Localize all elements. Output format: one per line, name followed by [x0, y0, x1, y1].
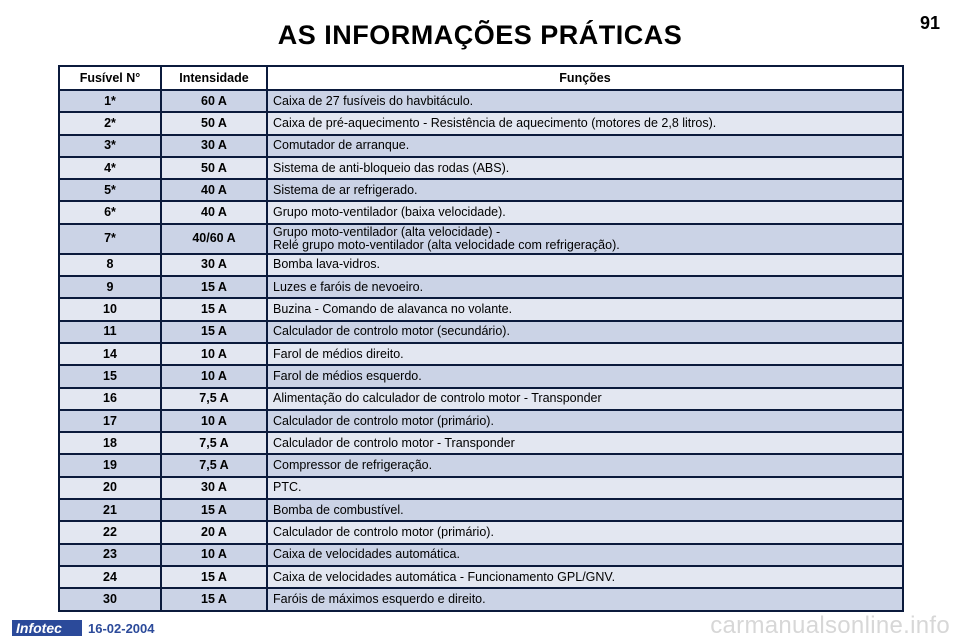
function-text: Bomba lava-vidros.: [273, 257, 380, 272]
watermark: carmanualsonline.info: [710, 612, 950, 639]
function-text: Grupo moto-ventilador (alta velocidade) -: [273, 224, 501, 239]
function-cell: [267, 566, 903, 588]
function-cell: [267, 201, 903, 223]
function-cell: [267, 410, 903, 432]
fuse-number-cell: 9: [59, 276, 161, 298]
intensity-cell: 15 A: [161, 566, 267, 588]
function-cell: [267, 90, 903, 112]
intensity-cell: 15 A: [161, 276, 267, 298]
intensity-cell: 40 A: [161, 179, 267, 201]
function-cell: [267, 179, 903, 201]
fuse-number-cell: 24: [59, 566, 161, 588]
fuse-number-cell: 11: [59, 321, 161, 343]
function-cell: [267, 365, 903, 387]
table-row: [59, 566, 903, 588]
table-row: [59, 432, 903, 454]
fuse-number-cell: 1*: [59, 90, 161, 112]
fuse-number-cell: 14: [59, 343, 161, 365]
column-header-fuse-number: Fusível N°: [59, 66, 161, 90]
page-title: AS INFORMAÇÕES PRÁTICAS: [277, 20, 683, 50]
intensity-cell: 7,5 A: [161, 454, 267, 476]
table-row: [59, 588, 903, 610]
fuse-number-cell: 18: [59, 432, 161, 454]
function-text: Caixa de velocidades automática - Funcionamento GPL/GNV.: [273, 569, 616, 584]
table-row: [59, 157, 903, 179]
fuse-number-cell: 8: [59, 254, 161, 276]
function-text: Alimentação do calculador de controlo motor - Transponder: [273, 391, 602, 406]
fuse-number-cell: 4*: [59, 157, 161, 179]
table-row: [59, 90, 903, 112]
intensity-cell: 15 A: [161, 588, 267, 610]
function-text: Caixa de velocidades automática.: [273, 547, 460, 562]
table-row: [59, 521, 903, 543]
column-header-intensity: Intensidade: [161, 66, 267, 90]
function-text: Farol de médios direito.: [273, 346, 404, 361]
function-cell: [267, 112, 903, 134]
function-cell: [267, 432, 903, 454]
function-text: Calculador de controlo motor (primário).: [273, 413, 494, 428]
function-text: Bomba de combustível.: [273, 502, 404, 517]
intensity-cell: 30 A: [161, 254, 267, 276]
intensity-cell: 10 A: [161, 365, 267, 387]
table-row: [59, 179, 903, 201]
function-cell: [267, 521, 903, 543]
function-text: Sistema de anti-bloqueio das rodas (ABS).: [273, 160, 510, 175]
function-cell: [267, 499, 903, 521]
function-text: Comutador de arranque.: [273, 138, 410, 153]
table-row: [59, 254, 903, 276]
intensity-cell: 40 A: [161, 201, 267, 223]
function-text: PTC.: [273, 480, 302, 495]
intensity-cell: 10 A: [161, 343, 267, 365]
function-text: Farol de médios esquerdo.: [273, 368, 422, 383]
fuse-number-cell: 30: [59, 588, 161, 610]
function-text: Grupo moto-ventilador (baixa velocidade).: [273, 205, 506, 220]
fuse-number-cell: 16: [59, 388, 161, 410]
footer: [12, 619, 155, 637]
intensity-cell: 10 A: [161, 410, 267, 432]
function-cell: [267, 477, 903, 499]
function-cell: [267, 588, 903, 610]
fuse-number-cell: 17: [59, 410, 161, 432]
function-text: Calculador de controlo motor (secundário).: [273, 324, 510, 339]
fuse-number-cell: 20: [59, 477, 161, 499]
table-row: [59, 298, 903, 320]
fuse-number-cell: 15: [59, 365, 161, 387]
table-row: [59, 201, 903, 223]
fuse-number-cell: 19: [59, 454, 161, 476]
function-text: Compressor de refrigeração.: [273, 458, 433, 473]
intensity-cell: 10 A: [161, 544, 267, 566]
intensity-cell: 30 A: [161, 477, 267, 499]
intensity-cell: 30 A: [161, 135, 267, 157]
intensity-cell: 15 A: [161, 298, 267, 320]
function-text: Faróis de máximos esquerdo e direito.: [273, 591, 486, 606]
intensity-cell: 15 A: [161, 321, 267, 343]
intensity-cell: 60 A: [161, 90, 267, 112]
table-row: [59, 135, 903, 157]
table-row: [59, 365, 903, 387]
function-text: Caixa de pré-aquecimento - Resistência de aquecimento (motores de 2,8 litros).: [273, 115, 717, 130]
table-header-row: [59, 66, 903, 90]
table-row: [59, 410, 903, 432]
function-cell: [267, 276, 903, 298]
intensity-cell: 7,5 A: [161, 432, 267, 454]
function-cell: [267, 135, 903, 157]
function-text: Buzina - Comando de alavanca no volante.: [273, 302, 513, 317]
table-row: [59, 224, 903, 254]
fuse-number-cell: 22: [59, 521, 161, 543]
infotec-logo: Infotec: [12, 620, 82, 636]
table-row: [59, 321, 903, 343]
table-row: [59, 477, 903, 499]
fuse-number-cell: 5*: [59, 179, 161, 201]
function-text: Relé grupo moto-ventilador (alta velocidade com refrigeração).: [273, 237, 620, 252]
fuse-number-cell: 10: [59, 298, 161, 320]
table-row: [59, 343, 903, 365]
function-text: Sistema de ar refrigerado.: [273, 182, 418, 197]
table-body: [59, 90, 903, 611]
fuse-number-cell: 23: [59, 544, 161, 566]
function-text: Caixa de 27 fusíveis do havbitáculo.: [273, 93, 474, 108]
intensity-cell: 50 A: [161, 112, 267, 134]
function-cell: [267, 388, 903, 410]
intensity-cell: 50 A: [161, 157, 267, 179]
function-text: Calculador de controlo motor - Transponder: [273, 435, 515, 450]
function-cell: [267, 298, 903, 320]
function-cell: [267, 157, 903, 179]
fuse-number-cell: 6*: [59, 201, 161, 223]
table-row: [59, 276, 903, 298]
function-cell: [267, 224, 903, 254]
fuse-number-cell: 2*: [59, 112, 161, 134]
fuse-number-cell: 7*: [59, 224, 161, 254]
table-row: [59, 112, 903, 134]
intensity-cell: 40/60 A: [161, 224, 267, 254]
function-cell: [267, 321, 903, 343]
fuse-number-cell: 3*: [59, 135, 161, 157]
column-header-functions: Funções: [267, 66, 903, 90]
function-cell: [267, 343, 903, 365]
function-text: Calculador de controlo motor (primário).: [273, 524, 494, 539]
function-cell: [267, 454, 903, 476]
intensity-cell: 15 A: [161, 499, 267, 521]
fuse-number-cell: 21: [59, 499, 161, 521]
table-row: [59, 454, 903, 476]
fuse-table: [58, 65, 904, 612]
intensity-cell: 7,5 A: [161, 388, 267, 410]
table-row: [59, 388, 903, 410]
intensity-cell: 20 A: [161, 521, 267, 543]
page-number: 91: [919, 13, 940, 33]
function-cell: [267, 254, 903, 276]
function-cell: [267, 544, 903, 566]
function-text: Luzes e faróis de nevoeiro.: [273, 279, 424, 294]
table-row: [59, 544, 903, 566]
print-date: 16-02-2004: [88, 620, 155, 636]
table-row: [59, 499, 903, 521]
